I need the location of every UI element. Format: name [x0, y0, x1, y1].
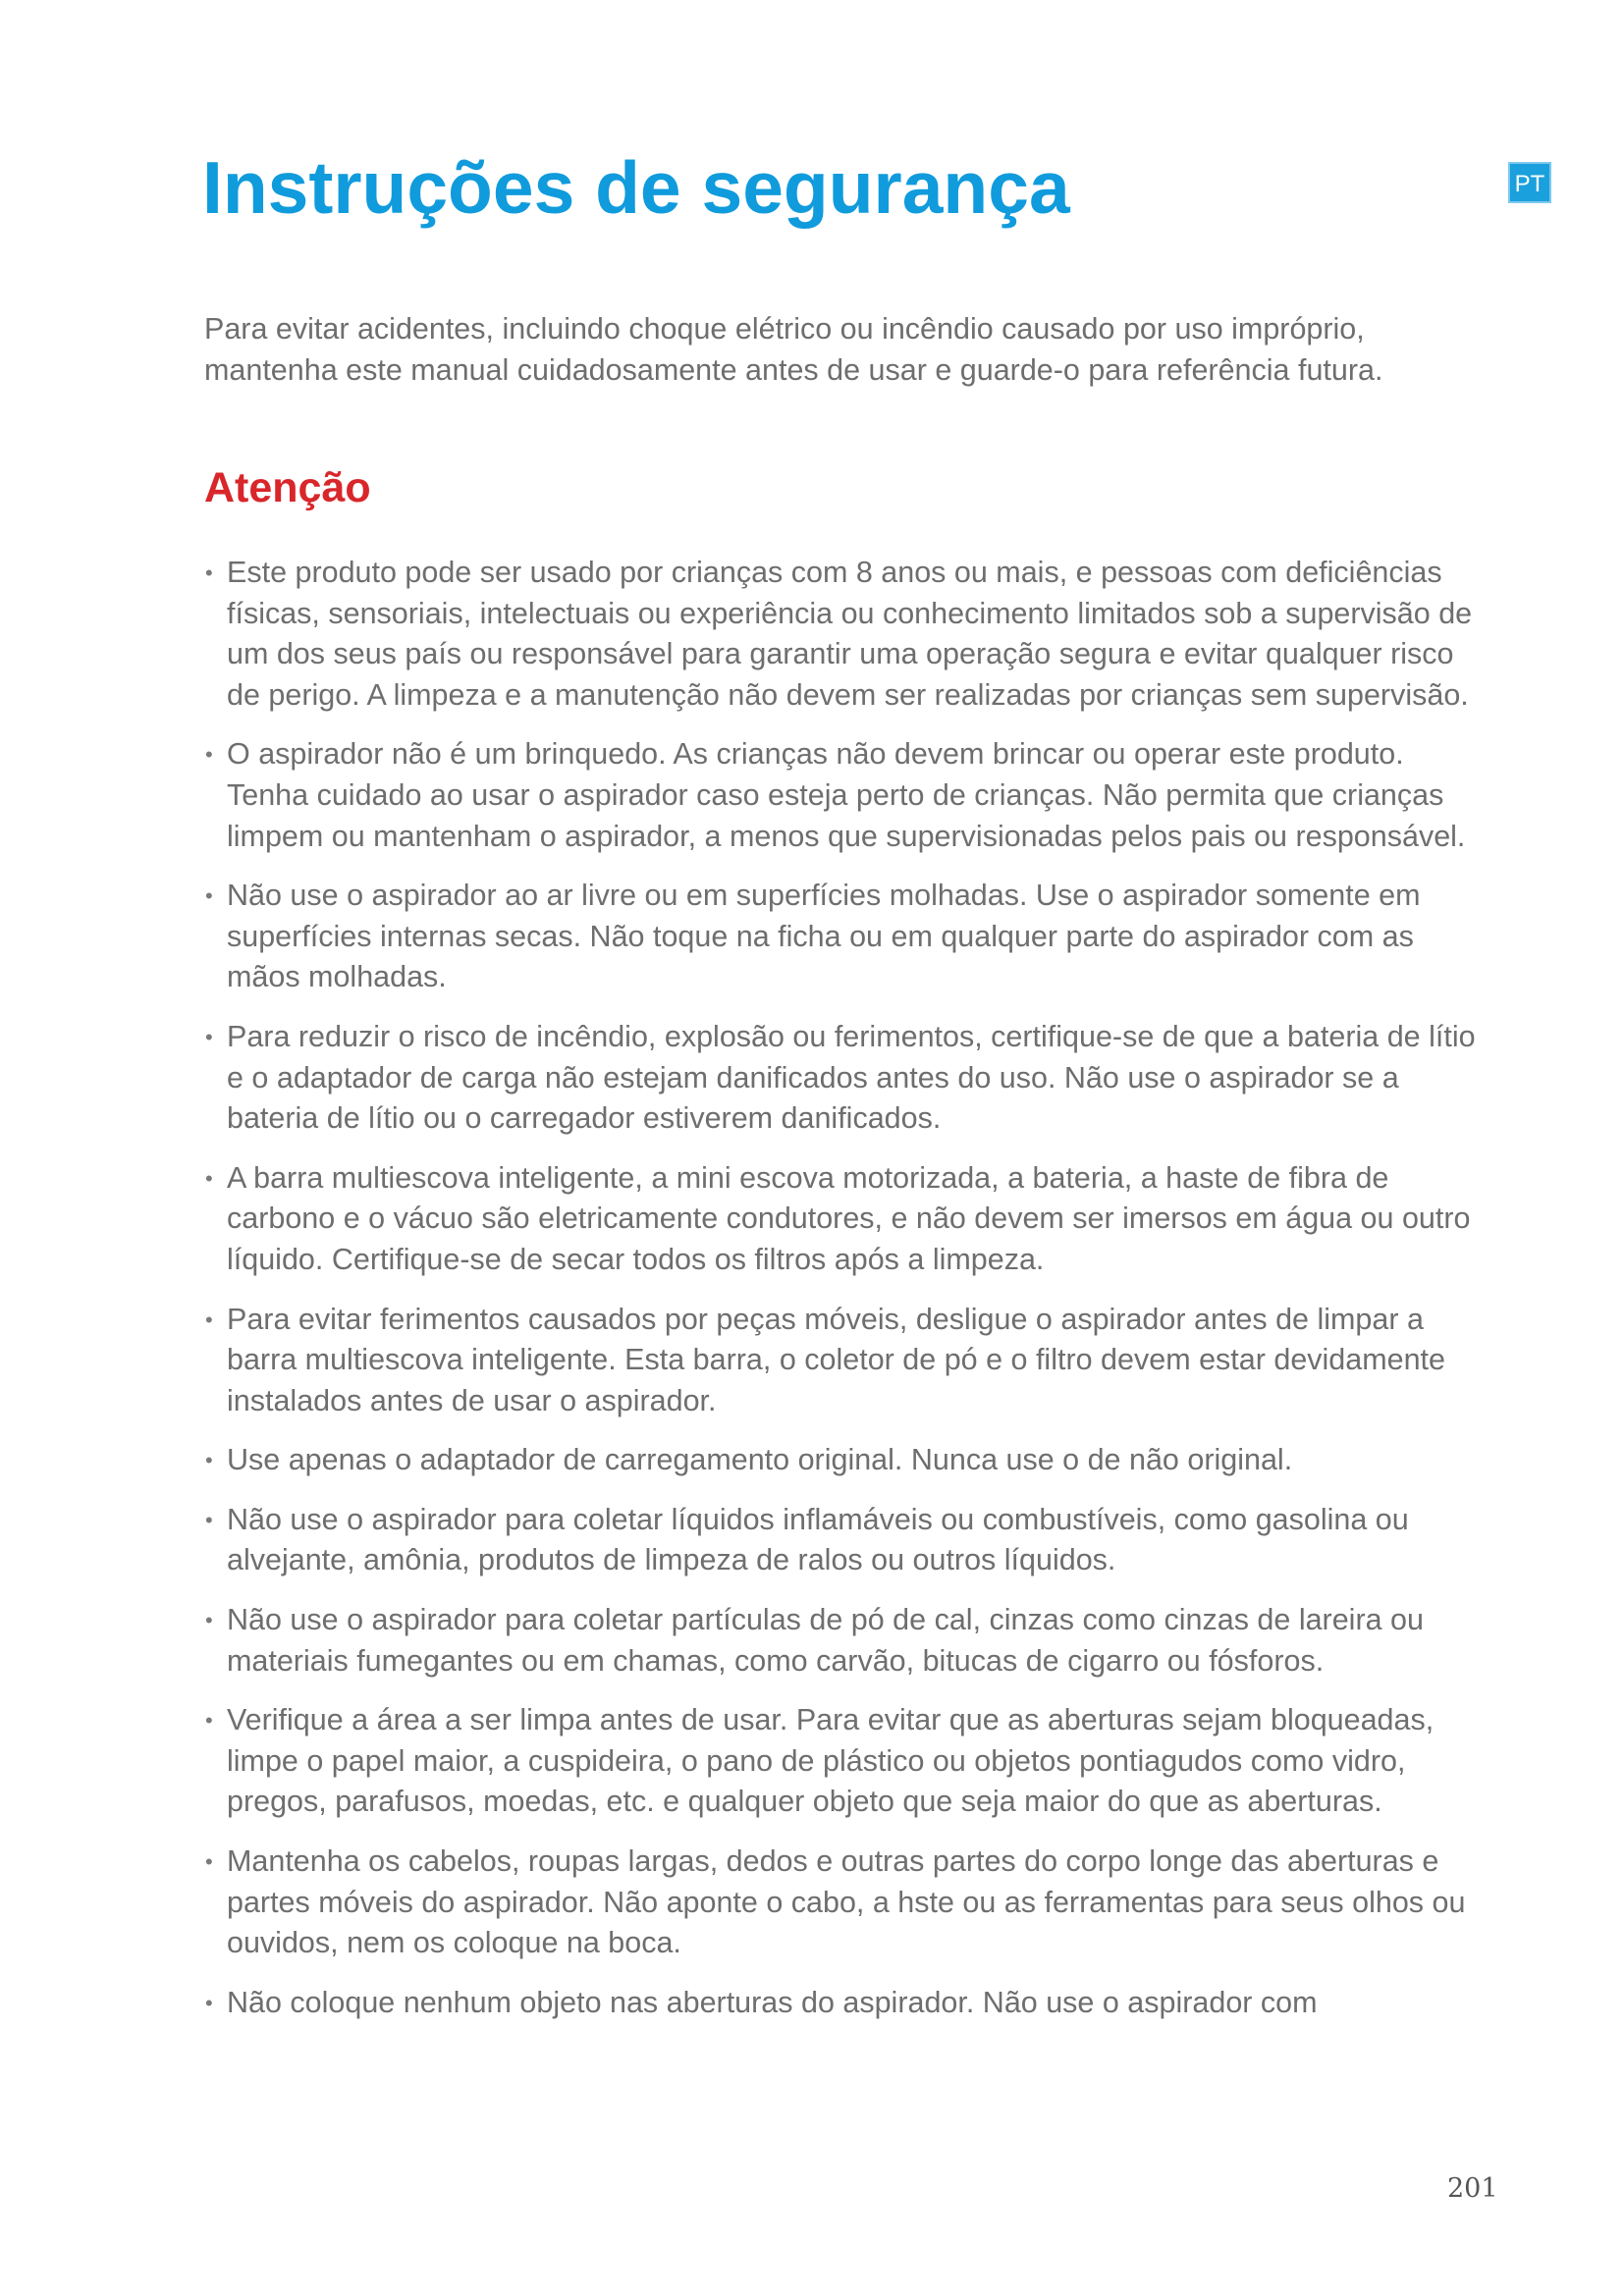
list-item: [202, 1440, 1479, 1481]
bullet-icon: •: [205, 1990, 213, 2015]
list-item: [202, 1300, 1479, 1422]
list-item-text: A barra multiescova inteligente, a mini escova motorizada, a bateria, a haste de fibra de carbono e o vácuo são eletricamente condutores, e não devem ser imersos em água ou outro líquido. Certifique-se de secar todos os filtros após a limpeza.: [227, 1160, 1471, 1276]
list-item-text: Não use o aspirador para coletar líquidos inflamáveis ou combustíveis, como gasolina ou alvejante, amônia, produtos de limpeza de ralos ou outros líquidos.: [227, 1502, 1409, 1577]
section-heading-attention: Atenção: [204, 464, 371, 511]
bullet-icon: •: [205, 1608, 213, 1633]
bullet-icon: •: [205, 1507, 213, 1532]
page-number: 201: [1447, 2173, 1498, 2204]
bullet-icon: •: [205, 1024, 213, 1049]
safety-bullet-list: [202, 553, 1479, 2042]
intro-paragraph: Para evitar acidentes, incluindo choque elétrico ou incêndio causado por uso impróprio, mantenha este manual cuidadosamente antes de usar e guarde-o para referência futura.: [204, 312, 1383, 387]
list-item: [202, 1017, 1479, 1140]
list-item-text: Para reduzir o risco de incêndio, explosão ou ferimentos, certifique-se de que a bateria de lítio e o adaptador de carga não estejam danificados antes do uso. Não use o aspirador se a bateria de lítio ou o carregador estiverem danificados.: [227, 1019, 1476, 1136]
list-item: [202, 553, 1479, 716]
list-item: [202, 1158, 1479, 1281]
list-item-text: O aspirador não é um brinquedo. As crianças não devem brincar ou operar este produto. Tenha cuidado ao usar o aspirador caso esteja perto de crianças. Não permita que crianças limpem ou mantenham o aspirador, a menos que supervisionadas pelos pais ou responsável.: [227, 737, 1466, 853]
list-item-text: Para evitar ferimentos causados por peças móveis, desligue o aspirador antes de limpar a barra multiescova inteligente. Esta barra, o coletor de pó e o filtro devem estar devidamente instalados antes de usar o aspirador.: [227, 1302, 1445, 1417]
list-item: [202, 734, 1479, 857]
bullet-icon: •: [205, 1448, 213, 1473]
list-item-text: Não use o aspirador ao ar livre ou em superfícies molhadas. Use o aspirador somente em superfícies internas secas. Não toque na ficha ou em qualquer parte do aspirador com as mãos molhadas.: [227, 879, 1421, 994]
bullet-icon: •: [205, 1165, 213, 1191]
list-item: [202, 1983, 1479, 2024]
list-item-text: Este produto pode ser usado por crianças com 8 anos ou mais, e pessoas com deficiências físicas, sensoriais, intelectuais ou experiência ou conhecimento limitados sob a supervisão de um dos seus país ou responsável para garantir uma operação segura e evitar qualquer risco de perigo. A limpeza e a manutenção não devem ser realizadas por crianças sem supervisão.: [227, 556, 1473, 712]
list-item: [202, 1500, 1479, 1581]
list-item-text: Não use o aspirador para coletar partículas de pó de cal, cinzas como cinzas de lareira ou materiais fumegantes ou em chamas, como carvão, bitucas de cigarro ou fósforos.: [227, 1603, 1424, 1678]
bullet-icon: •: [205, 1849, 213, 1875]
list-item: [202, 1600, 1479, 1682]
bullet-icon: •: [205, 561, 213, 585]
bullet-icon: •: [205, 1708, 213, 1734]
list-item-text: Não coloque nenhum objeto nas aberturas do aspirador. Não use o aspirador com: [227, 1985, 1318, 2019]
list-item: [202, 876, 1479, 998]
page-title: Instruções de segurança: [202, 146, 1070, 229]
language-badge: PT: [1508, 162, 1551, 203]
list-item: [202, 1700, 1479, 1823]
list-item: [202, 1842, 1479, 1964]
list-item-text: Mantenha os cabelos, roupas largas, dedos e outras partes do corpo longe das aberturas e partes móveis do aspirador. Não aponte o cabo, a hste ou as ferramentas para seus olhos ou ouvidos, nem os coloque na boca.: [227, 1844, 1466, 1960]
bullet-icon: •: [205, 1307, 213, 1332]
list-item-text: Use apenas o adaptador de carregamento original. Nunca use o de não original.: [227, 1443, 1293, 1477]
bullet-icon: •: [205, 742, 213, 768]
list-item-text: Verifique a área a ser limpa antes de usar. Para evitar que as aberturas sejam bloqueadas, limpe o papel maior, a cuspideira, o pano de plástico ou objetos pontiagudos como vidro, pregos, parafusos, moedas, etc. e qualquer objeto que seja maior do que as aberturas.: [227, 1703, 1435, 1819]
bullet-icon: •: [205, 883, 213, 909]
